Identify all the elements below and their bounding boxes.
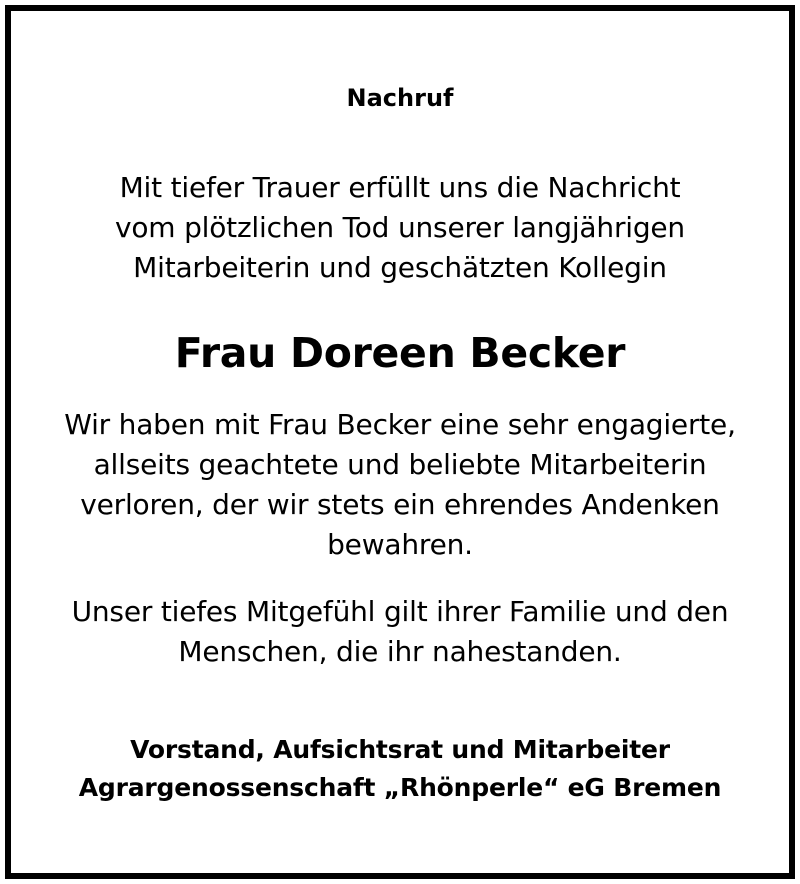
intro-line: Mit tiefer Trauer erfüllt uns die Nachricht [119,171,681,204]
notice-heading: Nachruf [346,84,454,112]
signature-line: Agrargenossenschaft „Rhönperle“ eG Bremen [78,773,722,802]
signature-block [0,731,800,807]
tribute-paragraph [0,405,800,565]
intro-paragraph [0,168,800,288]
condolence-line: Unser tiefes Mitgefühl gilt ihrer Familie und den [71,595,729,628]
condolence-line: Menschen, die ihr nahestanden. [178,635,622,668]
tribute-line: allseits geachtete und beliebte Mitarbeiterin [93,448,707,481]
tribute-line: verloren, der wir stets ein ehrendes Andenken [80,488,720,521]
deceased-name: Frau Doreen Becker [174,329,626,377]
intro-line: Mitarbeiterin und geschätzten Kollegin [133,251,667,284]
signature-line: Vorstand, Aufsichtsrat und Mitarbeiter [130,735,670,764]
tribute-line: bewahren. [327,528,473,561]
condolence-paragraph [0,592,800,672]
intro-line: vom plötzlichen Tod unserer langjährigen [115,211,685,244]
tribute-line: Wir haben mit Frau Becker eine sehr engagierte, [64,408,736,441]
